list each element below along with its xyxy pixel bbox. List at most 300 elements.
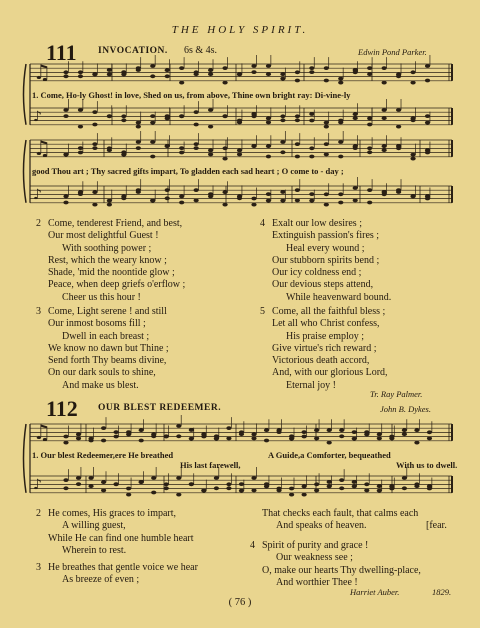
notehead	[352, 430, 357, 434]
verse-number: 3	[36, 306, 41, 317]
verse-line: Come, all the faithful bless ;	[272, 306, 386, 317]
notehead	[126, 487, 131, 491]
notehead	[427, 430, 432, 434]
notehead	[150, 121, 155, 125]
hymn-112-verse-2	[36, 508, 194, 557]
notehead	[88, 484, 93, 488]
notehead	[88, 476, 93, 480]
notehead	[338, 155, 343, 159]
notehead	[189, 482, 194, 486]
verse-line: Our weakness see ;	[276, 552, 353, 564]
notehead	[309, 112, 314, 116]
verse-line: Heal every wound ;	[286, 242, 365, 254]
notehead	[352, 437, 357, 441]
verse-number: 2	[36, 218, 41, 229]
notehead	[222, 81, 227, 85]
notehead	[327, 441, 332, 445]
verse-line: A willing guest,	[62, 520, 126, 532]
notehead	[414, 441, 419, 445]
notehead	[76, 476, 81, 480]
notehead	[179, 81, 184, 85]
notehead	[339, 434, 344, 438]
notehead	[266, 192, 271, 196]
notehead	[121, 118, 126, 122]
notehead	[367, 150, 372, 154]
notehead	[165, 144, 170, 148]
notehead	[295, 70, 300, 74]
notehead	[389, 484, 394, 488]
verse-line: Wherein to rest.	[62, 544, 127, 556]
notehead	[427, 437, 432, 441]
notehead	[63, 74, 68, 78]
notehead	[382, 66, 387, 70]
notehead	[353, 146, 358, 150]
verse-line: His praise employ ;	[286, 330, 365, 342]
notehead	[165, 114, 170, 118]
notehead	[410, 81, 415, 85]
notehead	[214, 434, 219, 438]
notehead	[280, 114, 285, 118]
notehead	[289, 434, 294, 438]
notehead	[194, 123, 199, 127]
notehead	[339, 486, 344, 490]
notehead	[389, 437, 394, 441]
notehead	[76, 437, 81, 441]
hymn-112-verse-4	[250, 540, 421, 589]
notehead	[136, 146, 141, 150]
notehead	[280, 72, 285, 76]
verse-line: Dwell in each breast ;	[62, 330, 150, 342]
notehead	[309, 155, 314, 159]
notehead	[425, 114, 430, 118]
notehead	[150, 74, 155, 78]
verse-line: He comes, His graces to impart,	[48, 508, 177, 519]
running-head: THE HOLY SPIRIT.	[171, 24, 309, 36]
verse-line: Our most delightful Guest !	[48, 230, 159, 242]
verse-line: Come, Light serene ! and still	[48, 306, 167, 317]
notehead	[396, 125, 401, 129]
notehead	[251, 112, 256, 116]
notehead	[63, 195, 68, 199]
notehead	[295, 142, 300, 146]
notehead	[353, 68, 358, 72]
notehead	[179, 66, 184, 70]
notehead	[302, 435, 307, 439]
verse-line: Spirit of purity and grace !	[262, 540, 369, 551]
notehead	[324, 203, 329, 207]
notehead	[179, 151, 184, 155]
notehead	[208, 192, 213, 196]
notehead	[425, 64, 430, 68]
hymn-112-verse-3	[36, 562, 198, 587]
notehead	[410, 194, 415, 198]
notehead	[309, 199, 314, 203]
hymn-111-verse-4	[260, 218, 392, 304]
notehead	[295, 155, 300, 159]
notehead	[179, 195, 184, 199]
notehead	[239, 432, 244, 436]
notehead	[165, 74, 170, 78]
notehead	[194, 188, 199, 192]
notehead	[276, 430, 281, 434]
notehead	[176, 424, 181, 428]
notehead	[189, 437, 194, 441]
hymn-111-verse-3	[36, 306, 169, 392]
notehead	[264, 428, 269, 432]
notehead	[201, 432, 206, 436]
verse-line: Our stubborn spirits bend ;	[272, 254, 380, 266]
notehead	[150, 140, 155, 144]
hymn-111-composer: Edwin Pond Parker.	[358, 47, 427, 57]
notehead	[150, 64, 155, 68]
notehead	[280, 190, 285, 194]
notehead	[239, 482, 244, 486]
notehead	[208, 108, 213, 112]
notehead	[107, 148, 112, 152]
notehead	[396, 108, 401, 112]
notehead	[194, 110, 199, 114]
verse-line: On our dark souls to shine,	[48, 367, 156, 379]
notehead	[410, 118, 415, 122]
notehead	[367, 72, 372, 76]
notehead	[302, 430, 307, 434]
notehead	[222, 66, 227, 70]
notehead	[251, 70, 256, 74]
notehead	[280, 140, 285, 144]
notehead	[121, 70, 126, 74]
notehead	[402, 428, 407, 432]
notehead	[266, 64, 271, 68]
notehead	[396, 74, 401, 78]
notehead	[226, 486, 231, 490]
notehead	[92, 142, 97, 146]
notehead	[339, 428, 344, 432]
notehead	[63, 478, 68, 482]
notehead	[239, 489, 244, 493]
notehead	[208, 149, 213, 153]
verse-line: And make us blest.	[62, 379, 139, 391]
notehead	[295, 199, 300, 203]
verse-line: Our devious steps attend,	[272, 279, 374, 291]
notehead	[339, 478, 344, 482]
notehead	[338, 121, 343, 125]
notehead	[222, 114, 227, 118]
notehead	[150, 155, 155, 159]
verse-line: That checks each fault, that calms each	[262, 508, 419, 519]
verse-number: 4	[260, 218, 265, 229]
notehead	[78, 192, 83, 196]
notehead	[264, 482, 269, 486]
notehead	[251, 197, 256, 201]
verse-line: O, make our hearts Thy dwelling-place,	[262, 564, 421, 576]
notehead	[201, 489, 206, 493]
notehead	[352, 480, 357, 484]
hymn-111-lyric-line-1: 1. Come, Ho-ly Ghost! in love, Shed on us, from above, Thine own bright ray: Di-vine-ly	[32, 90, 351, 100]
verse-line: Shade, 'mid the noontide glow ;	[48, 267, 175, 279]
notehead	[382, 81, 387, 85]
notehead	[139, 439, 144, 443]
hymn-112-lyric-d: With us to dwell.	[396, 460, 458, 470]
notehead	[324, 142, 329, 146]
notehead	[382, 190, 387, 194]
notehead	[327, 480, 332, 484]
notehead	[364, 482, 369, 486]
notehead	[410, 153, 415, 157]
notehead	[295, 188, 300, 192]
notehead	[88, 439, 93, 443]
verse-number: 2	[36, 508, 41, 519]
notehead	[314, 489, 319, 493]
bass-clef: ♪	[33, 109, 42, 125]
notehead	[176, 493, 181, 497]
notehead	[251, 144, 256, 148]
notehead	[92, 72, 97, 76]
notehead	[280, 150, 285, 154]
notehead	[76, 482, 81, 486]
notehead	[63, 70, 68, 74]
notehead	[78, 108, 83, 112]
notehead	[266, 199, 271, 203]
bass-clef: ♪	[33, 477, 42, 493]
notehead	[107, 203, 112, 207]
brace	[24, 64, 27, 125]
verse-line: With soothing power ;	[62, 242, 152, 254]
notehead	[78, 70, 83, 74]
notehead	[314, 428, 319, 432]
notehead	[237, 196, 242, 200]
bass-clef: ♪	[33, 187, 42, 203]
notehead	[101, 489, 106, 493]
notehead	[353, 116, 358, 120]
hymn-112-lyric-c: A Guide,a Comforter, bequeathed	[268, 450, 391, 460]
notehead	[63, 441, 68, 445]
notehead	[78, 151, 83, 155]
notehead	[107, 73, 112, 77]
verse-line: Give virtue's rich reward ;	[272, 342, 377, 354]
notehead	[280, 199, 285, 203]
verse-line: And, with our glorious Lord,	[272, 367, 388, 379]
verse-number: 4	[250, 540, 255, 551]
notehead	[121, 150, 126, 154]
notehead	[382, 108, 387, 112]
notehead	[63, 108, 68, 112]
notehead	[222, 190, 227, 194]
notehead	[324, 153, 329, 157]
notehead	[139, 480, 144, 484]
verse-line: Come, tenderest Friend, and best,	[48, 218, 183, 229]
notehead	[266, 121, 271, 125]
notehead	[377, 484, 382, 488]
notehead	[101, 426, 106, 430]
hymn-111-translator: Tr. Ray Palmer.	[370, 389, 423, 399]
notehead	[179, 114, 184, 118]
notehead	[367, 123, 372, 127]
notehead	[302, 493, 307, 497]
notehead	[396, 144, 401, 148]
notehead	[107, 199, 112, 203]
notehead	[377, 489, 382, 493]
verse-line: Exalt our low desires ;	[272, 218, 362, 229]
verse-number: 5	[260, 306, 265, 317]
notehead	[309, 70, 314, 74]
notehead	[208, 68, 213, 72]
notehead	[367, 188, 372, 192]
notehead	[280, 77, 285, 81]
notehead	[165, 188, 170, 192]
notehead	[324, 79, 329, 83]
hymn-111-number: 111	[46, 40, 77, 65]
notehead	[165, 196, 170, 200]
verse-line: Send forth Thy beams divine,	[48, 355, 167, 367]
notehead	[266, 144, 271, 148]
hymn-111-lyric-line-2: good Thou art ; Thy sacred gifts impart, To gladden each sad heart ; O come to - day ;	[32, 166, 344, 176]
notehead	[367, 146, 372, 150]
brace	[24, 140, 27, 203]
notehead	[324, 66, 329, 70]
notehead	[352, 485, 357, 489]
notehead	[377, 437, 382, 441]
notehead	[164, 482, 169, 486]
notehead	[136, 68, 141, 72]
notehead	[179, 201, 184, 205]
notehead	[92, 146, 97, 150]
verse-line: Peace, when deep griefs o'erflow ;	[48, 279, 186, 291]
notehead	[78, 74, 83, 78]
notehead	[309, 66, 314, 70]
notehead	[276, 489, 281, 493]
notehead	[136, 125, 141, 129]
notehead	[63, 486, 68, 490]
verse-line: Eternal joy !	[286, 379, 336, 391]
notehead	[63, 435, 68, 439]
notehead	[289, 493, 294, 497]
notehead	[251, 476, 256, 480]
notehead	[114, 435, 119, 439]
notehead	[309, 146, 314, 150]
notehead	[208, 125, 213, 129]
notehead	[237, 153, 242, 157]
notehead	[136, 140, 141, 144]
verse-line: And worthier Thee !	[276, 576, 358, 588]
notehead	[338, 140, 343, 144]
notehead	[266, 117, 271, 121]
notehead	[309, 192, 314, 196]
notehead	[410, 157, 415, 161]
notehead	[251, 437, 256, 441]
notehead	[208, 153, 213, 157]
notehead	[165, 68, 170, 72]
notehead	[396, 190, 401, 194]
brace	[24, 424, 27, 493]
notehead	[164, 486, 169, 490]
hymn-112-lyric-b: His last farewell,	[180, 460, 241, 470]
notehead	[382, 116, 387, 120]
notehead	[194, 199, 199, 203]
notehead	[176, 434, 181, 438]
notehead	[101, 439, 106, 443]
hymn-112-lyric-a: 1. Our blest Redeemer,ere He breathed	[32, 450, 174, 460]
notehead	[126, 493, 131, 497]
notehead	[314, 482, 319, 486]
notehead	[63, 114, 68, 118]
hymn-111-verse-5	[260, 306, 388, 392]
notehead	[425, 121, 430, 125]
notehead	[208, 72, 213, 76]
notehead	[382, 148, 387, 152]
notehead	[76, 433, 81, 437]
notehead	[377, 433, 382, 437]
notehead	[214, 486, 219, 490]
notehead	[367, 201, 372, 205]
notehead	[402, 476, 407, 480]
notehead	[121, 114, 126, 118]
notehead	[92, 123, 97, 127]
notehead	[353, 186, 358, 190]
page-number: ( 76 )	[228, 597, 252, 608]
notehead	[92, 110, 97, 114]
verse-line: Our inmost bosoms fill ;	[48, 318, 146, 330]
notehead	[353, 199, 358, 203]
notehead	[121, 196, 126, 200]
notehead	[92, 190, 97, 194]
treble-clef: ♫	[33, 136, 51, 160]
verse-line: As breeze of even ;	[62, 574, 140, 586]
notehead	[226, 482, 231, 486]
hymn-112-title: OUR BLEST REDEEMER.	[98, 403, 222, 413]
treble-clef: ♫	[33, 420, 51, 444]
notehead	[126, 430, 131, 434]
notehead	[222, 146, 227, 150]
notehead	[214, 476, 219, 480]
notehead	[194, 142, 199, 146]
notehead	[101, 480, 106, 484]
hymn-112-composer: John B. Dykes.	[380, 404, 431, 414]
notehead	[251, 203, 256, 207]
notehead	[338, 77, 343, 81]
hymn-112-year: 1829.	[432, 587, 452, 597]
notehead	[353, 112, 358, 116]
notehead	[151, 491, 156, 495]
notehead	[150, 199, 155, 203]
notehead	[425, 79, 430, 83]
notehead	[226, 426, 231, 430]
notehead	[302, 485, 307, 489]
notehead	[414, 428, 419, 432]
verse-line: Extinguish passion's fires ;	[272, 230, 380, 242]
notehead	[150, 114, 155, 118]
notehead	[251, 433, 256, 437]
notehead	[338, 192, 343, 196]
notehead	[136, 121, 141, 125]
notehead	[324, 125, 329, 129]
treble-clef: ♫	[33, 60, 51, 84]
notehead	[289, 487, 294, 491]
notehead	[189, 428, 194, 432]
notehead	[364, 489, 369, 493]
hymn-112-author: Harriet Auber.	[350, 587, 400, 597]
notehead	[222, 157, 227, 161]
notehead	[63, 153, 68, 157]
notehead	[382, 144, 387, 148]
notehead	[338, 81, 343, 85]
notehead	[295, 79, 300, 83]
verse-line: Cheer us this hour !	[62, 291, 141, 303]
notehead	[114, 430, 119, 434]
verse-line: Let all who Christ confess,	[272, 318, 380, 330]
notehead	[107, 114, 112, 118]
notehead	[295, 114, 300, 118]
notehead	[338, 201, 343, 205]
